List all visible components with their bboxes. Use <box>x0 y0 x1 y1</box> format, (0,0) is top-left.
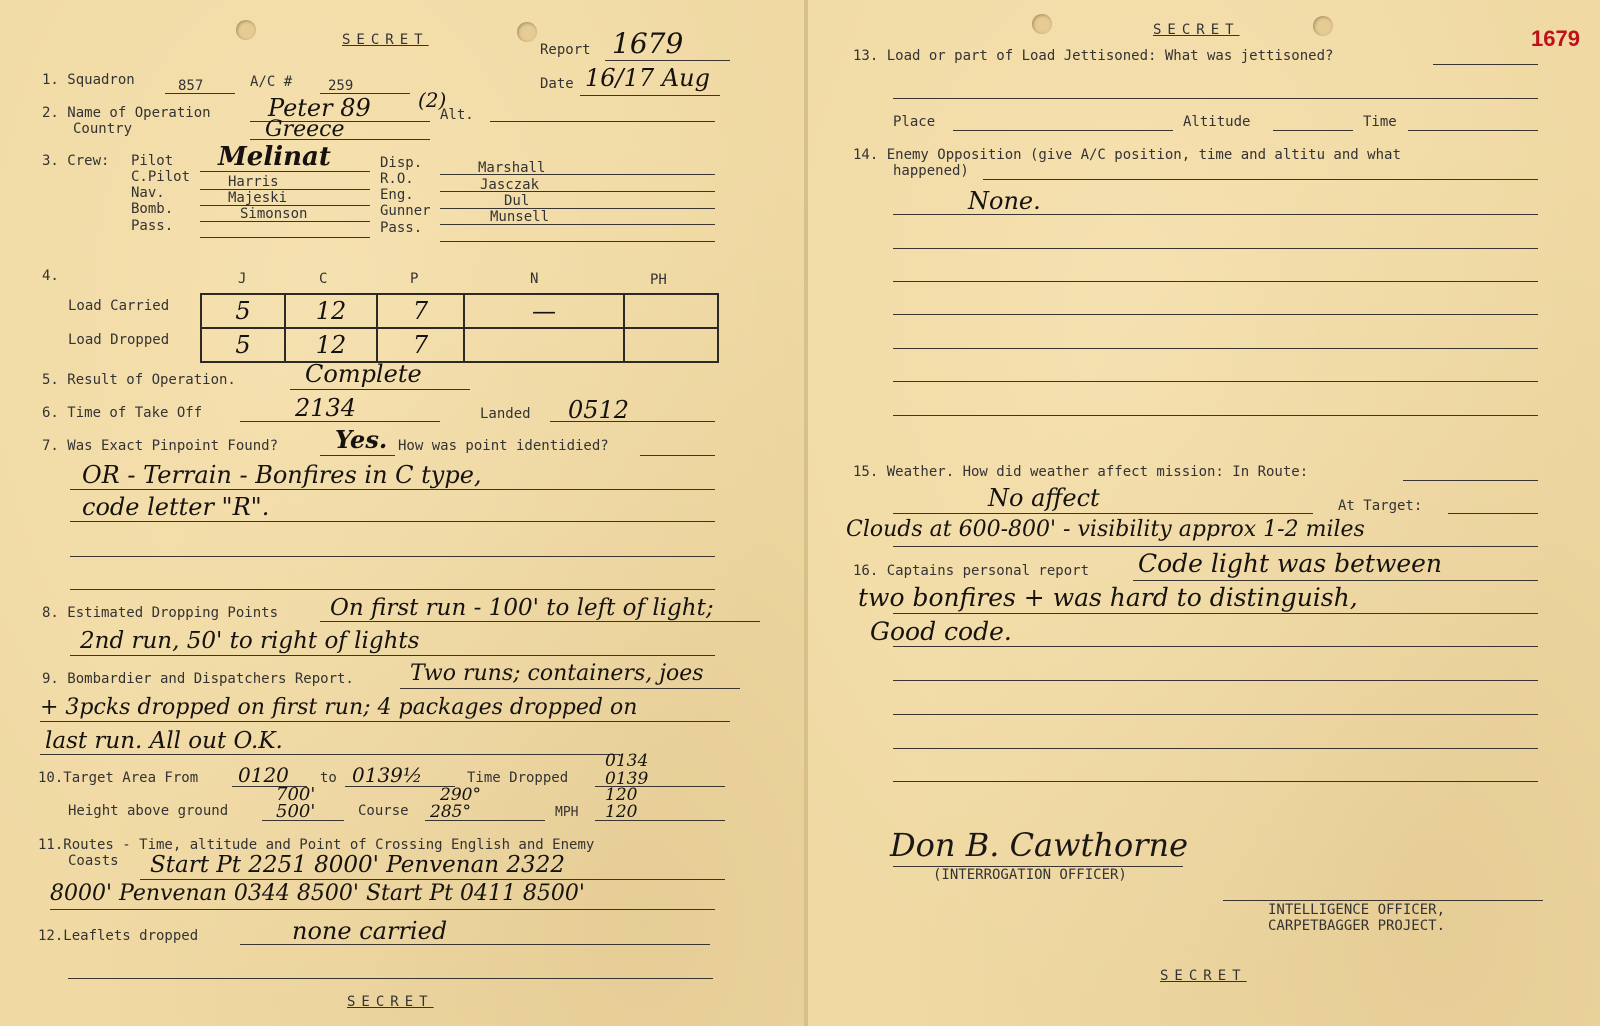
field-11-label: 11.Routes - Time, altitude and Point of Crossing English and Enemy <box>38 837 595 853</box>
bombardier-line: Two runs; containers, joes <box>410 661 704 686</box>
landed-label: Landed <box>480 406 531 422</box>
load-cell: 12 <box>315 297 347 325</box>
load-row-label: Load Dropped <box>68 332 170 348</box>
dropping-line: On first run - 100' to left of light; <box>330 595 714 621</box>
crew-role: Pass. <box>131 218 174 234</box>
page-number: 1679 <box>1531 26 1580 51</box>
course-value: 290° <box>440 785 481 805</box>
report-page-right <box>808 0 1600 1026</box>
crew-name: Marshall <box>478 160 546 176</box>
field-6-label: 6. Time of Take Off <box>42 405 203 421</box>
load-header: C <box>319 271 328 287</box>
load-cell: 12 <box>315 331 347 359</box>
weather-target: Clouds at 600-800' - visibility approx 1-2 miles <box>846 517 1365 542</box>
crew-role: Gunner <box>380 203 431 219</box>
field-3-label: 3. Crew: <box>42 153 110 169</box>
bombardier-line: last run. All out O.K. <box>45 728 283 754</box>
secret-header: SECRET <box>342 32 429 48</box>
field-5-label: 5. Result of Operation. <box>42 372 236 388</box>
country-label: Country <box>73 121 133 137</box>
target-to: 0139½ <box>352 763 423 787</box>
date-label: Date <box>540 76 574 92</box>
altitude-label: Altitude <box>1183 114 1251 130</box>
landed-time: 0512 <box>568 396 630 424</box>
captain-report-line: Good code. <box>870 617 1012 646</box>
crew-name: Majeski <box>228 190 288 206</box>
load-header: J <box>238 271 247 287</box>
table-row <box>201 294 718 328</box>
ac-label: A/C # <box>250 74 293 90</box>
mph-value: 120 <box>605 785 638 805</box>
load-header: P <box>410 271 419 287</box>
pinpoint-found: Yes. <box>335 425 388 454</box>
course-label: Course <box>358 803 409 819</box>
interrogation-officer-signature: Don B. Cawthorne <box>890 826 1189 864</box>
routes-line: 8000' Penvenan 0344 8500' Start Pt 0411 8500' <box>50 881 585 906</box>
field-13-label: 13. Load or part of Load Jettisoned: What was jettisoned? <box>853 48 1334 64</box>
load-header: N <box>530 271 539 287</box>
load-row-label: Load Carried <box>68 298 170 314</box>
time-dropped-value: 0139 <box>605 769 649 789</box>
time-label: Time <box>1363 114 1397 130</box>
time-dropped-value: 0134 <box>605 751 649 771</box>
punch-hole <box>1313 16 1333 36</box>
field-8-label: 8. Estimated Dropping Points <box>42 605 279 621</box>
punch-hole <box>236 20 256 40</box>
pinpoint-line: code letter "R". <box>82 493 270 521</box>
result-value: Complete <box>305 360 422 388</box>
weather-route: No affect <box>988 484 1100 512</box>
load-header: PH <box>650 272 667 288</box>
pinpoint-line: OR - Terrain - Bonfires in C type, <box>82 461 482 489</box>
secret-header: SECRET <box>1153 22 1240 38</box>
interrogation-officer-caption: (INTERROGATION OFFICER) <box>933 867 1127 883</box>
course-value: 285° <box>430 802 471 822</box>
field-1-label: 1. Squadron <box>42 72 135 88</box>
squadron-value: 857 <box>178 78 204 94</box>
takeoff-time: 2134 <box>295 394 357 422</box>
crew-name: Munsell <box>490 209 550 225</box>
crew-role: Bomb. <box>131 201 174 217</box>
height-value: 500' <box>276 801 316 822</box>
field-10-label: 10.Target Area From <box>38 770 199 786</box>
mph-label: MPH <box>555 805 579 820</box>
crew-name: Melinat <box>218 142 331 172</box>
officer-caption-2: CARPETBAGGER PROJECT. <box>1268 918 1446 934</box>
place-label: Place <box>893 114 936 130</box>
load-table <box>200 293 719 363</box>
crew-role: Eng. <box>380 187 414 203</box>
field-7-label-2: How was point identidied? <box>398 438 609 454</box>
operation-name: Peter 89 <box>268 94 371 122</box>
mph-value: 120 <box>605 802 638 822</box>
height-value: 700' <box>276 784 316 805</box>
load-cell: 7 <box>412 331 429 359</box>
table-row <box>201 328 718 362</box>
field-15-label: 15. Weather. How did weather affect mission: In Route: <box>853 464 1309 480</box>
field-14-label: 14. Enemy Opposition (give A/C position, time and altitu and what <box>853 147 1401 163</box>
height-label: Height above ground <box>68 803 229 819</box>
punch-hole <box>517 22 537 42</box>
captain-report-line: Code light was between <box>1138 549 1443 578</box>
ac-number: 259 <box>328 78 354 94</box>
crew-name: Dul <box>504 193 530 209</box>
crew-role: Disp. <box>380 155 423 171</box>
field-11-label-2: Coasts <box>68 853 119 869</box>
field-9-label: 9. Bombardier and Dispatchers Report. <box>42 671 354 687</box>
load-cell: 5 <box>235 331 251 359</box>
field-12-label: 12.Leaflets dropped <box>38 928 199 944</box>
country-value: Greece <box>265 117 345 142</box>
officer-caption-1: INTELLIGENCE OFFICER, <box>1268 902 1446 918</box>
alt-label: Alt. <box>440 107 474 123</box>
field-16-label: 16. Captains personal report <box>853 563 1090 579</box>
punch-hole <box>1032 14 1052 34</box>
crew-role: C.Pilot <box>131 169 191 185</box>
secret-footer: SECRET <box>347 994 434 1010</box>
captain-report-line: two bonfires + was hard to distinguish, <box>858 583 1358 612</box>
field-14-label-2: happened) <box>893 163 969 179</box>
report-number: 1679 <box>612 27 684 60</box>
target-from: 0120 <box>238 763 289 787</box>
load-cell: — <box>532 297 556 325</box>
field-4-label: 4. <box>42 268 59 284</box>
operation-note: (2) <box>418 88 447 112</box>
leaflets-value: none carried <box>292 917 448 945</box>
crew-role: Pass. <box>380 220 423 236</box>
routes-line: Start Pt 2251 8000' Penvenan 2322 <box>150 852 565 878</box>
enemy-opposition: None. <box>968 187 1041 215</box>
date-value: 16/17 Aug <box>585 64 710 92</box>
to-label: to <box>320 770 337 786</box>
field-7-label: 7. Was Exact Pinpoint Found? <box>42 438 279 454</box>
crew-role: Nav. <box>131 185 165 201</box>
dropping-line: 2nd run, 50' to right of lights <box>80 628 420 654</box>
field-2-label: 2. Name of Operation <box>42 105 211 121</box>
load-cell: 7 <box>412 297 429 325</box>
crew-role: Pilot <box>131 153 174 169</box>
crew-name: Jasczak <box>480 177 540 193</box>
crew-name: Harris <box>228 174 279 190</box>
report-label: Report <box>540 42 591 58</box>
bombardier-line: + 3pcks dropped on first run; 4 packages dropped on <box>40 695 638 720</box>
at-target-label: At Target: <box>1338 498 1423 514</box>
load-cell: 5 <box>235 297 251 325</box>
secret-footer: SECRET <box>1160 968 1247 984</box>
crew-name: Simonson <box>240 206 308 222</box>
time-dropped-label: Time Dropped <box>467 770 569 786</box>
crew-role: R.O. <box>380 171 414 187</box>
